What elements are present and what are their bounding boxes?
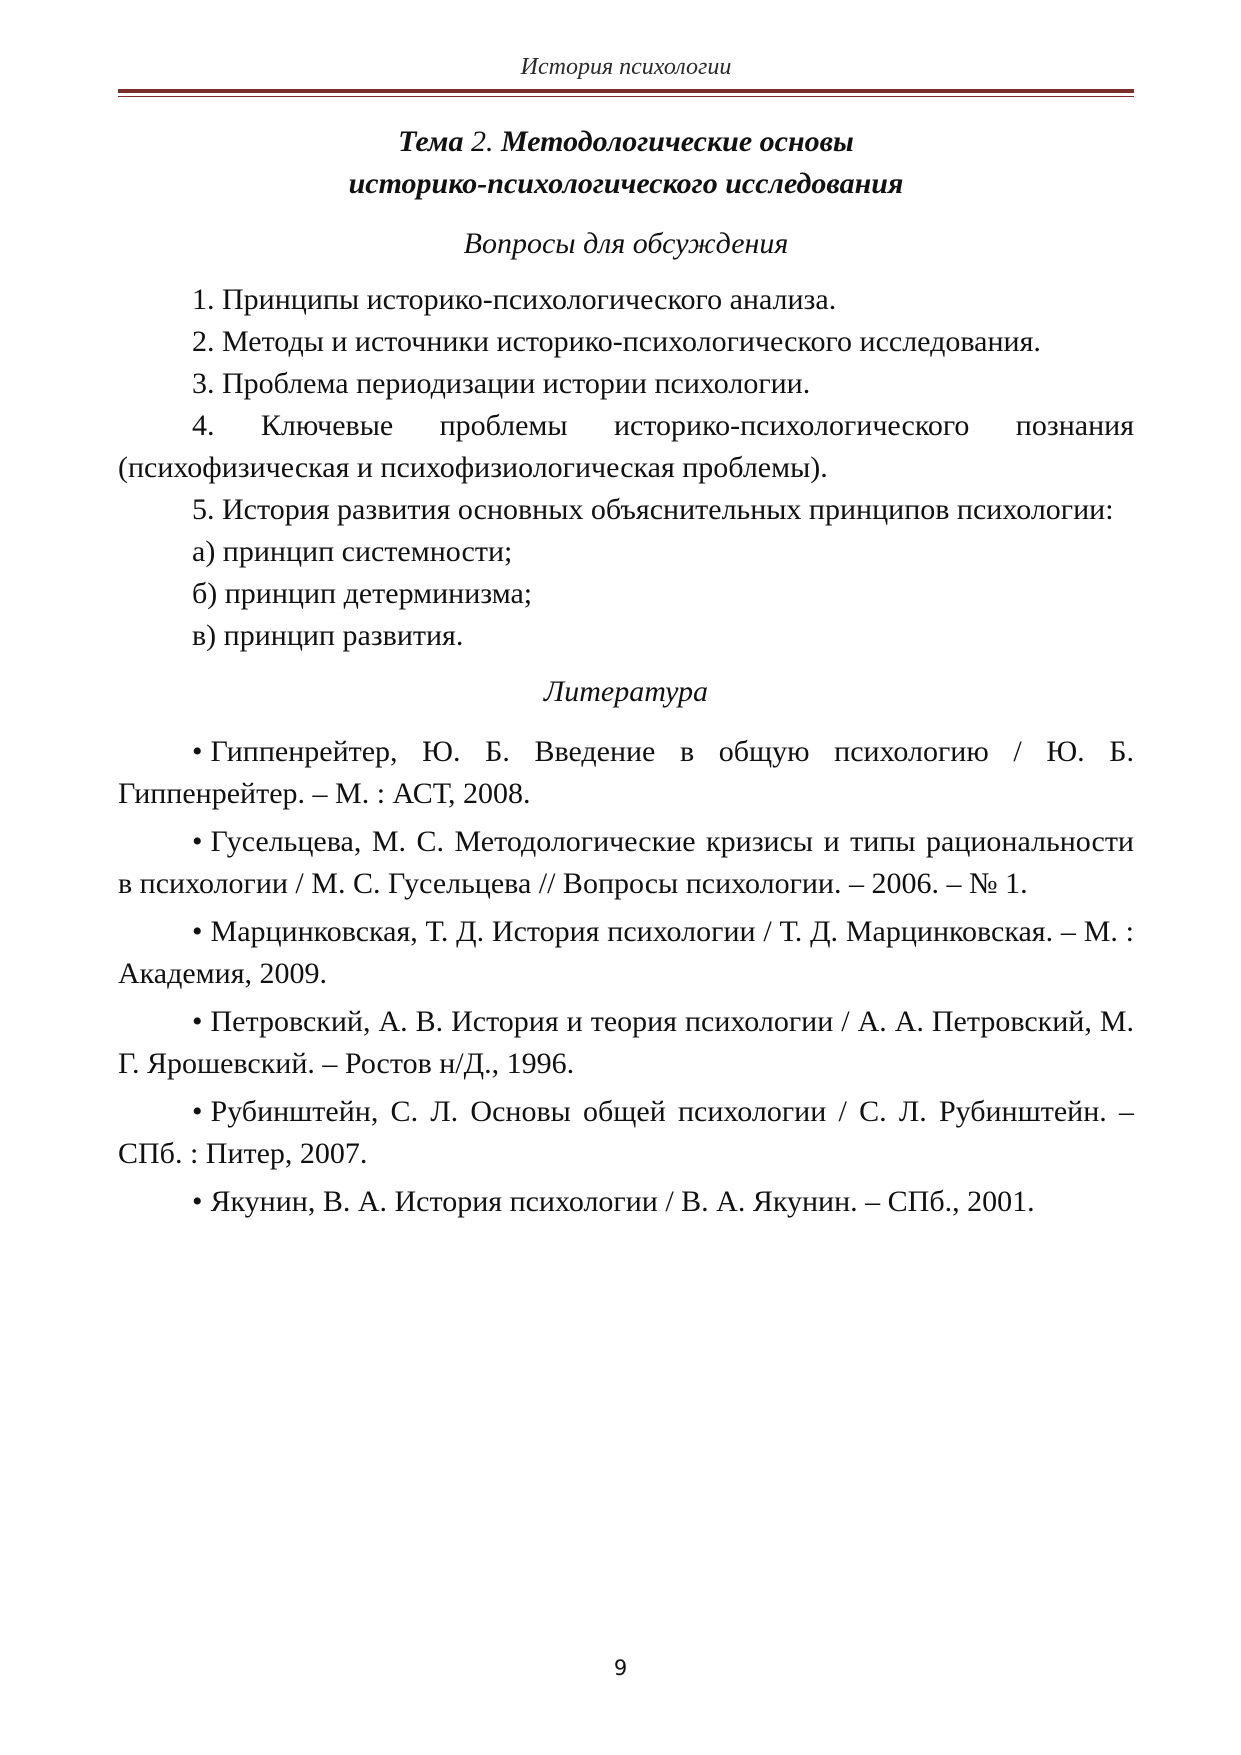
bullet-icon: • — [192, 735, 203, 768]
header-rule-thick — [118, 89, 1134, 93]
question-item: 3. Проблема периодизации истории психологии. — [192, 367, 811, 400]
questions-heading: Вопросы для обсуждения — [463, 227, 789, 260]
topic-number: 2. — [470, 125, 494, 158]
literature-item-text: Петровский, А. В. История и теория психологии / А. А. Петровский, М. Г. Ярошевский. – Ростов н/Д., 1996. — [118, 1005, 1134, 1080]
bullet-icon: • — [192, 825, 203, 858]
question-item: 1. Принципы историко-психологического анализа. — [192, 283, 837, 316]
literature-item — [118, 1091, 1134, 1175]
header-rule-thin — [118, 96, 1134, 97]
question-item: 5. История развития основных объяснительных принципов психологии: — [192, 493, 1114, 526]
page-number: 9 — [613, 1656, 628, 1680]
literature-item-text: Рубинштейн, С. Л. Основы общей психологии / С. Л. Рубинштейн. – СПб. : Питер, 2007. — [118, 1095, 1134, 1170]
literature-item — [118, 1001, 1134, 1085]
page-content — [118, 115, 1134, 1229]
bullet-icon: • — [192, 1095, 203, 1128]
literature-item-text: Гиппенрейтер, Ю. Б. Введение в общую психологию / Ю. Б. Гиппенрейтер. – М. : АСТ, 2008. — [118, 735, 1134, 810]
topic-label: Тема — [398, 125, 464, 158]
question-subitem: а) принцип системности; — [192, 535, 513, 568]
topic-title-line1 — [118, 121, 1134, 163]
bullet-icon: • — [192, 1185, 203, 1218]
literature-item-text: Якунин, В. А. История психологии / В. А. Якунин. – СПб., 2001. — [210, 1185, 1035, 1218]
literature-item — [118, 911, 1134, 995]
literature-item — [118, 1181, 1134, 1223]
topic-title — [118, 121, 1134, 205]
literature-item — [118, 731, 1134, 815]
running-header: История психологии — [520, 54, 732, 80]
topic-title-line2: историко-психологического исследования — [348, 167, 904, 200]
question-subitem: б) принцип детерминизма; — [192, 577, 533, 610]
bullet-icon: • — [192, 915, 203, 948]
question-item: 4. Ключевые проблемы историко-психологического познания (психофизическая и психофизиологическая проблемы). — [118, 409, 1134, 484]
topic-title-text-1: Методологические основы — [500, 125, 854, 158]
question-subitem: в) принцип развития. — [192, 619, 464, 652]
bullet-icon: • — [192, 1005, 203, 1038]
question-item: 2. Методы и источники историко-психологического исследования. — [192, 325, 1041, 358]
literature-item — [118, 821, 1134, 905]
literature-item-text: Марцинковская, Т. Д. История психологии / Т. Д. Марцинковская. – М. : Академия, 2009. — [118, 915, 1134, 990]
literature-heading: Литература — [543, 675, 709, 708]
literature-item-text: Гусельцева, М. С. Методологические кризисы и типы рациональности в психологии / М. С. Гусельцева // Вопросы психологии. – 2006. – № 1. — [118, 825, 1134, 900]
